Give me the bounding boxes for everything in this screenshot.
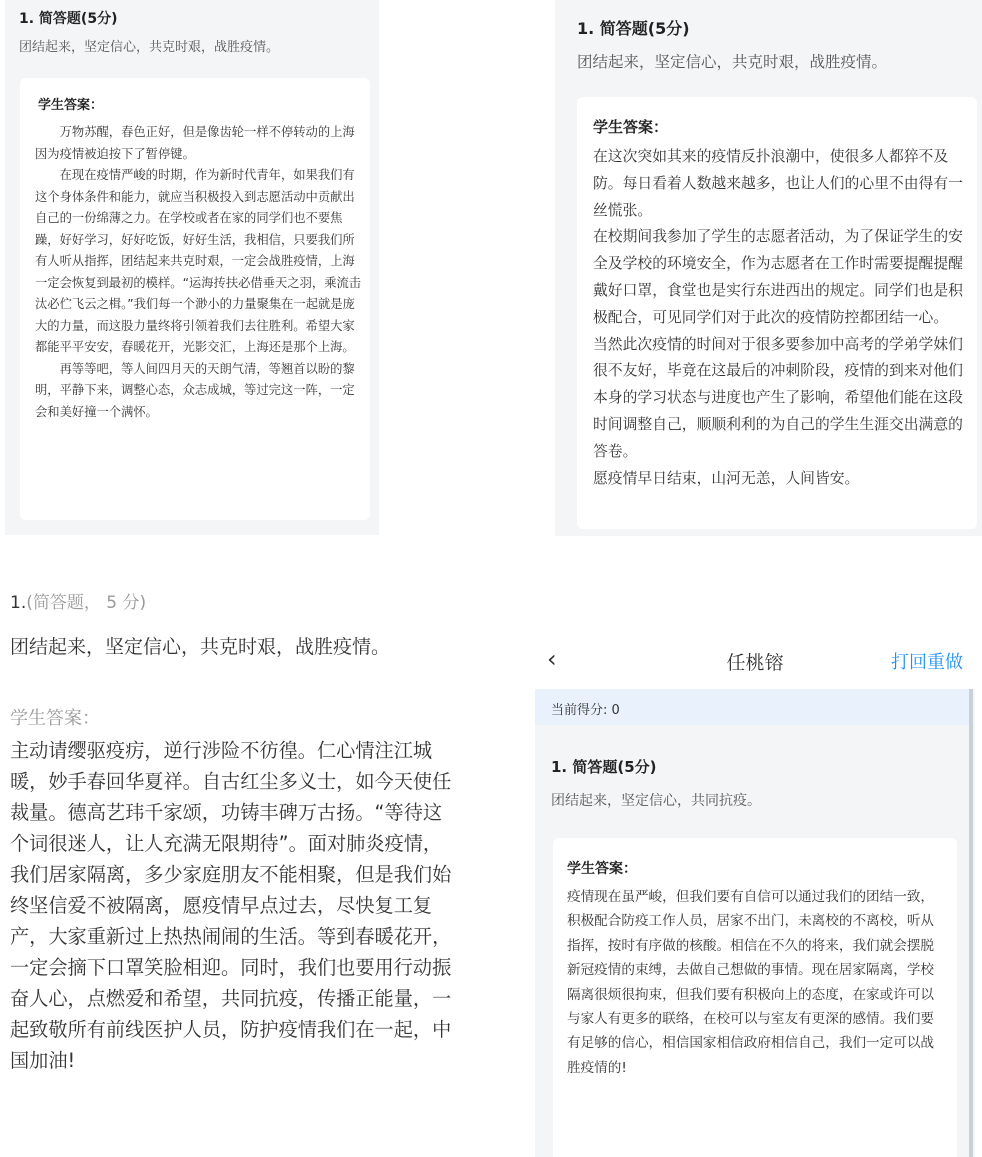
question-text: 团结起来，坚定信心，共克时艰，战胜疫情。 <box>10 636 391 658</box>
return-redo-button[interactable]: 打回重做 <box>891 652 963 673</box>
answer-paragraph: 愿疫情早日结束，山河无恙，人间皆安。 <box>593 469 860 487</box>
answer-card <box>553 838 957 1157</box>
answer-paragraph: 万物苏醒，春色正好，但是像齿轮一样不停转动的上海因为疫情被迫按下了暂停键。 <box>35 125 355 161</box>
question-text: 团结起来，坚定信心，共同抗疫。 <box>551 793 761 809</box>
question-text: 团结起来，坚定信心，共克时艰，战胜疫情。 <box>577 53 888 71</box>
answer-body <box>35 122 363 423</box>
answer-label: 学生答案： <box>38 98 104 113</box>
answer-paragraph: 主动请缨驱疫疠，逆行涉险不彷徨。仁心情注江城暖，妙手春回华夏祥。自古红尘多义士，如今天使任裁量。德高艺玮千家颂，功铸丰碑万古扬。“等待这个词很迷人，让人充满无限期待”。面对肺炎疫情，我们居家隔离，多少家庭朋友不能相聚，但是我们始终坚信爱不被隔离，愿疫情早点过去，尽快复工复产，大家重新过上热热闹闹的生活。等到春暖花开，一定会摘下口罩笑脸相迎。同时，我们也要用行动振奋人心，点燃爱和希望，共同抗疫，传播正能量，一起致敬所有前线医护人员，防护疫情我们在一起，中国加油! <box>10 739 452 1072</box>
question-meta: (简答题， 5 分) <box>26 593 147 613</box>
answer-panel-a <box>5 0 379 535</box>
student-name-title: 任桃镕 <box>726 652 784 674</box>
question-title: 1. 简答题(5分) <box>551 758 657 776</box>
answer-panel-b <box>555 0 982 536</box>
answer-label: 学生答案： <box>567 861 637 877</box>
answer-paragraph: 疫情现在虽严峻，但我们要有自信可以通过我们的团结一致，积极配合防疫工作人员，居家不出门，未离校的不离校，听从指挥，按时有序做的核酸。相信在不久的将来，我们就会摆脱新冠疫情的束缚，去做自己想做的事情。现在居家隔离，学校隔离很烦很拘束，但我们要有积极向上的态度，在家或许可以与家人有更多的联络，在校可以与室友有更深的感情。我们要有足够的信心，相信国家相信政府相信自己，我们一定可以战胜疫情的! <box>567 889 935 1076</box>
question-header <box>10 588 146 613</box>
answer-panel-c <box>0 570 520 1157</box>
answer-paragraph: 当然此次疫情的时间对于很多要参加中高考的学弟学妹们很不友好，毕竟在这最后的冲刺阶段，疫情的到来对他们本身的学习状态与进度也产生了影响，希望他们能在这段时间调整自己，顺顺利利的为自己的学生生涯交出满意的答卷。 <box>593 335 963 460</box>
question-title: 1. 简答题(5分) <box>19 11 118 27</box>
answer-paragraph: 在现在疫情严峻的时期，作为新时代青年，如果我们有这个身体条件和能力，就应当积极投入到志愿活动中贡献出自己的一份绵薄之力。在学校或者在家的同学们也不要焦躁，好好学习，好好吃饭，好好生活，我相信，只要我们所有人听从指挥，团结起来共克时艰，一定会战胜疫情，上海一定会恢复到最初的模样。“运海抟扶必借垂天之羽，乘流击汰必伫飞云之楫。”我们每一个渺小的力量聚集在一起就是庞大的力量，而这股力量终将引领着我们去往胜利。希望大家都能平平安安，春暖花开，光影交汇，上海还是那个上海。 <box>35 168 362 354</box>
answer-body <box>10 735 455 1076</box>
question-text: 团结起来，坚定信心，共克时艰，战胜疫情。 <box>19 40 280 55</box>
question-number: 1. <box>10 593 27 613</box>
answer-paragraph: 再等等吧，等人间四月天的天朗气清，等翘首以盼的黎明，平静下来，调整心态，众志成城，等过完这一阵，一定会和美好撞一个满怀。 <box>35 361 355 419</box>
answer-paragraph: 在校期间我参加了学生的志愿者活动，为了保证学生的安全及学校的环境安全，作为志愿者在工作时需要提醒提醒戴好口罩，食堂也是实行东进西出的规定。同学们也是积极配合，可见同学们对于此次的疫情防控都团结一心。 <box>593 228 963 326</box>
scrollbar[interactable] <box>969 689 973 1157</box>
answer-label: 学生答案： <box>593 118 669 136</box>
score-bar <box>535 689 969 725</box>
current-score: 当前得分: 0 <box>551 703 620 718</box>
answer-body <box>593 144 973 492</box>
answer-label: 学生答案： <box>10 708 100 729</box>
back-arrow-icon[interactable]: ‹ <box>547 645 557 673</box>
answer-card <box>577 97 977 529</box>
answer-panel-d <box>535 632 975 1157</box>
answer-card <box>20 78 370 520</box>
answer-body <box>567 885 947 1080</box>
navbar <box>535 632 975 689</box>
question-title: 1. 简答题(5分) <box>577 19 690 38</box>
answer-paragraph: 在这次突如其来的疫情反扑浪潮中，使很多人都猝不及防。每日看着人数越来越多，也让人们的心里不由得有一丝慌张。 <box>593 148 963 219</box>
